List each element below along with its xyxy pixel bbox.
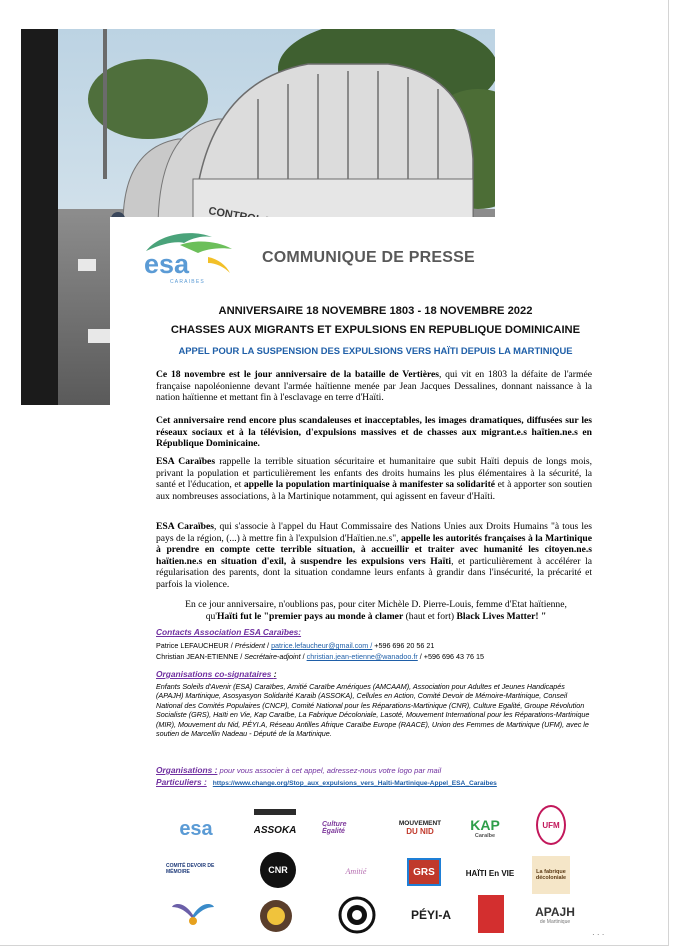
logo-ufm: UFM [536, 805, 566, 845]
logo-mouvement-du-nid [394, 808, 446, 848]
apajh-sub: de Martinique [539, 919, 571, 925]
particuliers-line [156, 777, 497, 787]
p3-org: ESA Caraïbes [156, 456, 216, 467]
logo-kap-caraibe [469, 811, 501, 845]
paragraph-3 [156, 456, 592, 502]
contact-1-name: Patrice LEFAUCHEUR / [156, 641, 235, 650]
organisations-text: pour vous associer à cet appel, adressez-nous votre logo par mail [217, 766, 442, 775]
paragraph-2 [156, 415, 592, 450]
title-line-2: CHASSES AUX MIGRANTS ET EXPULSIONS EN REPUBLIQUE DOMINICAINE [170, 324, 581, 336]
logo-culture-egalite: Culture Égalité [322, 821, 347, 835]
logo-haiti-en-vie: HAÏTI En VIE [465, 868, 515, 878]
contact-2-email-link[interactable]: christian.jean-etienne@wanadoo.fr [306, 652, 418, 661]
paragraph-1 [156, 369, 592, 404]
contact-2-sep: / [300, 652, 307, 661]
logo-amitie: Amitié [345, 866, 367, 876]
contact-2-role: Secrétaire-adjoint [244, 652, 301, 661]
kap-text: KAP [470, 817, 500, 833]
organisations-line [156, 765, 441, 775]
particuliers-label: Particuliers : [156, 777, 207, 787]
p3-text: rappelle la terrible situation sécuritaire et humanitaire que subit Haïti depuis de longs mois, privant la population et particulièrement les enfants des droits humains les plus élémentaires à la sécurité, la santé et l'éducation, et [156, 456, 592, 491]
p3-end: et à apporter son soutien aux nombreuses associations, à la Martinique notamment, qui agissent en faveur d'Haïti. [156, 479, 592, 502]
appeal-title: APPEL POUR LA SUSPENSION DES EXPULSIONS VERS HAÏTI DEPUIS LA MARTINIQUE [178, 345, 573, 356]
petition-link[interactable]: https://www.change.org/Stop_aux_expulsions_vers_Haïti-Martinique-Appel_ESA_Caraibes [212, 780, 497, 787]
logo-peyi-a: PÉYI-A [410, 908, 451, 922]
closing-mid: (haut et fort) [403, 611, 457, 622]
contact-2 [156, 652, 484, 661]
logo-lasote [256, 898, 296, 934]
p1-bold: Ce 18 novembre est le jour anniversaire de la bataille de Vertières [156, 369, 440, 380]
contact-1 [156, 641, 434, 650]
nid-top: MOUVEMENT [398, 820, 442, 827]
title-line-1: ANNIVERSAIRE 18 NOVEMBRE 1803 - 18 NOVEMBRE 2022 [218, 305, 533, 317]
logo-devoir-de-memoire: COMITÉ DEVOIR DE MÉMOIRE [166, 863, 215, 875]
cosignatories-label [156, 669, 277, 679]
communique-title: COMMUNIQUE DE PRESSE [262, 249, 475, 266]
logo-assoka: ASSOKA [254, 809, 296, 845]
contact-1-sep: / [265, 641, 272, 650]
logo-cnr: CNR [260, 852, 296, 888]
closing-bold-2: Black Lives Matter! " [456, 611, 547, 622]
p2-bold: Cet anniversaire rend encore plus scandaleuses et inacceptables, les images dramatiques, diffusées sur les réseaux sociaux et à la télévision, d'expulsions massives et de chasses aux migrant.e.s haïtien.ne.s en République Dominicaine. [156, 415, 592, 450]
contact-2-phone: / +596 696 43 76 15 [417, 652, 484, 661]
esa-caraibes-logo [140, 229, 246, 287]
nid-bottom: DU NID [406, 827, 434, 836]
cosignatories-list: Enfants Soleils d'Avenir (ESA) Caraïbes, Amitié Caraïbe Amériques (AMCAAM), Association pour Adultes et Jeunes Handicapés (APAJH) Martinique, Asosyasyon Solidarité Karaib (ASSOKA), Cellules en Action, Comité Devoir de Mémoire-Martinique, Conseil National des Comités Populaires (CNCP), Comité National pour les Réparations-Martinique (CNR), Culture Egalité, Groupe Révolution Socialiste (GRS), Haïti en Vie, Kap Caraïbe, La Fabrique Décoloniale, Lasoté, Mouvement International pour les Réparations-Martinique (MIR), Mouvement du Nid, PÉYI.A, Réseau Antilles Afrique Caraïbe Europe (RAACE), Union des Femmes de Martinique (UFM), avec le soutien de Marcellin Nadeau - Député de la Martinique. [156, 682, 590, 739]
logo-subtext: CARAIBES [170, 279, 205, 285]
kap-sub: Caraïbe [474, 833, 496, 839]
p4-text: , qui s'associe à l'appel du Haut Commissaire des Nations Unies aux Droits Humains "à tous les pays de la région, (...) à mettre fin à l'expulsion d'Haïtien.ne.s", [156, 521, 592, 544]
cosignatories-label-text: Organisations co-signataires [156, 669, 274, 679]
p4-org: ESA Caraïbes [156, 521, 215, 532]
closing-pre: qu' [205, 611, 218, 622]
contact-1-email-link[interactable]: patrice.lefaucheur@gmail.com / [271, 641, 373, 650]
p4-bold: appelle les autorités françaises à la Martinique à prendre en compte cette terrible situation, à accueillir et traiter avec humanité les citoyen.ne.s haïtien.ne.s en situation d'exil, à suspendre les expulsions vers Haïti [156, 532, 592, 567]
p1-rest: , qui vit en 1803 la défaite de l'armée française napoléonienne devant l'armée haïtienne menée par Jean Jacques Dessalines, donnant naissance à la nation haïtienne et mettant fin à l'esclavage en terre d'Haïti. [156, 369, 592, 404]
contact-2-name: Christian JEAN-ETIENNE / [156, 652, 245, 661]
page-dots: · · · [592, 930, 605, 939]
closing-bold-1: Haïti fut le "premier pays au monde à clamer [217, 611, 404, 622]
cosignatories-colon: : [273, 669, 277, 679]
contact-1-phone: +596 696 20 56 21 [372, 641, 435, 650]
logo-fabrique-decoloniale: La fabrique décoloniale [532, 856, 570, 894]
logo-mir [338, 896, 376, 934]
apajh-text: APAJH [535, 905, 575, 919]
p3-bold: appelle la population martiniquaise à manifester sa solidarité [243, 479, 496, 491]
contact-1-role: Président [234, 641, 266, 650]
logo-grs: GRS [407, 858, 441, 886]
closing-line-1: En ce jour anniversaire, n'oublions pas, pour citer Michèle D. Pierre-Louis, femme d'Etat haïtienne, [185, 599, 567, 610]
p4-end: , et particulièrement à accélérer la régularisation des parents, dont la situation condamne leurs enfants à grandir dans l'insécurité, la précarité et parfois la violence. [156, 555, 592, 590]
logo-text: esa [144, 249, 190, 279]
logo-raace-wings [170, 895, 216, 935]
contacts-label: Contacts Association ESA Caraïbes: [156, 627, 302, 637]
logo-esa: esa [179, 817, 213, 840]
logo-apajh [525, 900, 585, 930]
paragraph-4 [156, 521, 592, 591]
organisations-label: Organisations : [156, 765, 218, 775]
logo-raace-flag [478, 895, 504, 933]
closing-line-2 [150, 611, 602, 623]
